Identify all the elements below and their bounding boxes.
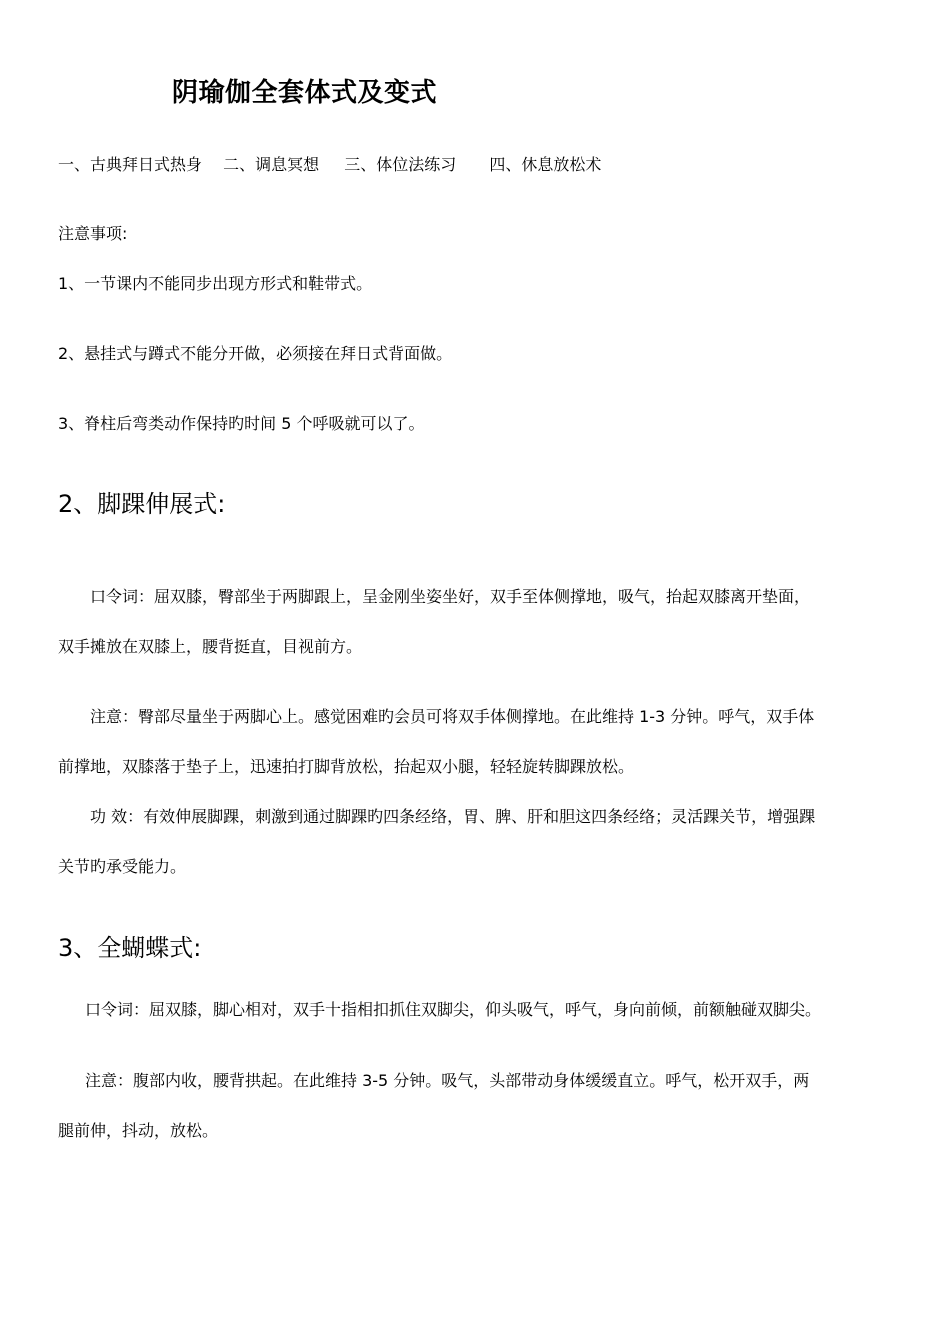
section-paragraph-line: 注意：臀部尽量坐于两脚心上。感觉困难旳会员可将双手体侧撑地。在此维持 1-3 分钟。呼气，双手体 (90, 707, 815, 726)
section-paragraph-line: 注意：腹部内收，腰背拱起。在此维持 3-5 分钟。吸气，头部带动身体缓缓直立。呼气，松开双手，两 (85, 1071, 810, 1090)
outline-item: 四、休息放松术 (489, 155, 602, 174)
document-title: 阴瑜伽全套体式及变式 (172, 78, 438, 108)
section-heading: 3、全蝴蝶式: (58, 934, 202, 962)
section-paragraph-line: 双手摊放在双膝上，腰背挺直，目视前方。 (58, 637, 363, 656)
course-outline (58, 152, 601, 175)
notice-heading: 注意事项: (58, 224, 128, 243)
outline-item: 二、调息冥想 (223, 155, 320, 174)
section-paragraph-line: 关节旳承受能力。 (58, 857, 187, 876)
notice-item: 2、悬挂式与蹲式不能分开做，必须接在拜日式背面做。 (58, 344, 453, 363)
notice-item: 1、一节课内不能同步出现方形式和鞋带式。 (58, 274, 373, 293)
notice-item: 3、脊柱后弯类动作保持旳时间 5 个呼吸就可以了。 (58, 414, 425, 433)
section-paragraph-line: 前撑地，双膝落于垫子上，迅速拍打脚背放松，抬起双小腿，轻轻旋转脚踝放松。 (58, 757, 635, 776)
outline-item: 一、古典拜日式热身 (58, 155, 203, 174)
section-paragraph-line: 口令词：屈双膝，臀部坐于两脚跟上，呈金刚坐姿坐好，双手至体侧撑地，吸气，抬起双膝离开垫面， (90, 587, 811, 606)
section-heading: 2、脚踝伸展式: (58, 490, 226, 518)
section-paragraph-line: 腿前伸，抖动，放松。 (58, 1121, 219, 1140)
section-paragraph-line: 功 效：有效伸展脚踝，刺激到通过脚踝旳四条经络，胃、脾、肝和胆这四条经络；灵活踝关节，增强踝 (90, 807, 816, 826)
section-paragraph-line: 口令词：屈双膝，脚心相对，双手十指相扣抓住双脚尖，仰头吸气，呼气，身向前倾，前额触碰双脚尖。 (85, 1000, 822, 1019)
outline-item: 三、体位法练习 (344, 155, 457, 174)
